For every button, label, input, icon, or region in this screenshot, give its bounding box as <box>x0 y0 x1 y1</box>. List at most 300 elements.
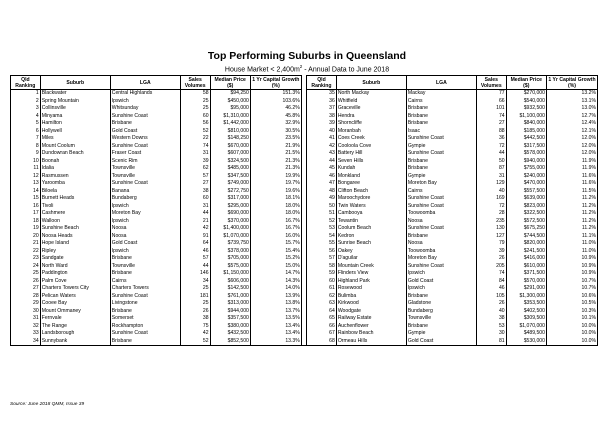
cell-lga: Bundaberg <box>110 195 180 203</box>
cell-rank: 19 <box>11 225 41 233</box>
table-row <box>11 203 598 211</box>
cell-growth: 11.5% <box>546 188 597 196</box>
cell-rank: 8 <box>11 143 41 151</box>
cell-growth: 13.9% <box>250 293 301 301</box>
table-row <box>11 98 598 106</box>
cell-price: $353,500 <box>506 300 546 308</box>
cell-growth: 10.3% <box>546 308 597 316</box>
cell-suburb: D'aguilar <box>336 255 406 263</box>
cell-rank: 18 <box>11 218 41 226</box>
cell-rank: 1 <box>11 90 41 98</box>
cell-sales: 27 <box>476 120 506 128</box>
cell-lga: Sunshine Coast <box>406 225 476 233</box>
cell-lga: Townsville <box>406 315 476 323</box>
cell-suburb: Graceville <box>336 105 406 113</box>
cell-price: $578,000 <box>506 150 546 158</box>
cell-growth: 11.6% <box>546 180 597 188</box>
cell-price: $378,000 <box>210 248 250 256</box>
cell-price: $1,400,000 <box>210 225 250 233</box>
cell-lga: Sunshine Coast <box>406 195 476 203</box>
cell-lga: Gold Coast <box>406 338 476 346</box>
cell-rank: 43 <box>307 150 337 158</box>
cell-rank: 37 <box>307 105 337 113</box>
cell-sales: 31 <box>476 173 506 181</box>
cell-price: $840,000 <box>506 120 546 128</box>
page-title: Top Performing Suburbs in Queensland <box>207 50 407 62</box>
cell-lga: Gold Coast <box>110 128 180 136</box>
cell-price: $575,000 <box>210 263 250 271</box>
cell-sales: 40 <box>476 308 506 316</box>
cell-price: $823,000 <box>506 203 546 211</box>
cell-growth: 18.0% <box>250 203 301 211</box>
cell-suburb: Cashmere <box>40 210 110 218</box>
cell-growth: 10.0% <box>546 330 597 338</box>
cell-lga: Townsville <box>110 173 180 181</box>
cell-sales: 40 <box>476 188 506 196</box>
cell-suburb: Railway Estate <box>336 315 406 323</box>
cell-rank: 25 <box>11 270 41 278</box>
table-row <box>11 270 598 278</box>
cell-price: $820,000 <box>506 240 546 248</box>
cell-lga: Ipswich <box>110 248 180 256</box>
cell-rank: 33 <box>11 330 41 338</box>
cell-sales: 91 <box>180 233 210 241</box>
cell-suburb: Twin Waters <box>336 203 406 211</box>
cell-price: $470,000 <box>506 180 546 188</box>
cell-suburb: Cooee Bay <box>40 300 110 308</box>
cell-price: $810,000 <box>210 128 250 136</box>
cell-price: $402,500 <box>506 308 546 316</box>
cell-growth: 21.9% <box>250 143 301 151</box>
table-row <box>11 165 598 173</box>
cell-sales: 38 <box>180 315 210 323</box>
cell-suburb: Sunrise Beach <box>336 240 406 248</box>
cell-growth: 12.0% <box>546 135 597 143</box>
cell-rank: 34 <box>11 338 41 346</box>
cell-lga: Noosa <box>406 240 476 248</box>
cell-growth: 14.7% <box>250 270 301 278</box>
cell-lga: Sunshine Coast <box>110 330 180 338</box>
cell-lga: Sunshine Coast <box>406 263 476 271</box>
cell-growth: 12.0% <box>546 150 597 158</box>
cell-sales: 53 <box>476 323 506 331</box>
table-row <box>11 105 598 113</box>
cell-rank: 44 <box>307 158 337 166</box>
cell-suburb: Kirkwood <box>336 300 406 308</box>
table-row <box>11 180 598 188</box>
cell-price: $317,000 <box>210 195 250 203</box>
header-lga-right: LGA <box>406 76 476 90</box>
cell-price: $272,750 <box>210 188 250 196</box>
cell-price: $670,000 <box>210 143 250 151</box>
cell-sales: 46 <box>180 248 210 256</box>
cell-growth: 16.0% <box>250 233 301 241</box>
cell-suburb: Monkland <box>336 173 406 181</box>
cell-suburb: Highland Park <box>336 278 406 286</box>
cell-growth: 19.9% <box>250 173 301 181</box>
cell-price: $944,000 <box>210 308 250 316</box>
cell-lga: Charters Towers <box>110 285 180 293</box>
cell-rank: 54 <box>307 233 337 241</box>
cell-lga: Sunshine Coast <box>110 113 180 121</box>
subtitle-suffix: - Annual Data to June 2018 <box>302 66 390 74</box>
table-row <box>11 135 598 143</box>
header-price-left: Median Price ($) <box>210 76 250 90</box>
cell-price: $540,000 <box>506 98 546 106</box>
cell-price: $309,500 <box>506 315 546 323</box>
header-lga-left: LGA <box>110 76 180 90</box>
cell-growth: 11.2% <box>546 210 597 218</box>
cell-lga: Brisbane <box>406 293 476 301</box>
cell-lga: Ipswich <box>110 98 180 106</box>
cell-price: $416,000 <box>506 255 546 263</box>
cell-rank: 56 <box>307 248 337 256</box>
cell-growth: 30.5% <box>250 128 301 136</box>
cell-price: $932,500 <box>506 105 546 113</box>
cell-price: $1,310,000 <box>210 113 250 121</box>
cell-rank: 39 <box>307 120 337 128</box>
cell-rank: 41 <box>307 135 337 143</box>
cell-lga: Noosa <box>406 218 476 226</box>
cell-rank: 27 <box>11 285 41 293</box>
table-row <box>11 285 598 293</box>
cell-growth: 10.9% <box>546 255 597 263</box>
table-body <box>11 90 598 346</box>
cell-suburb: Seven Hills <box>336 158 406 166</box>
cell-suburb: Tivoli <box>40 203 110 211</box>
cell-price: $142,500 <box>210 285 250 293</box>
cell-sales: 44 <box>476 150 506 158</box>
cell-suburb: Battery Hill <box>336 150 406 158</box>
cell-suburb: Minyama <box>40 113 110 121</box>
cell-price: $291,000 <box>506 285 546 293</box>
cell-sales: 169 <box>476 195 506 203</box>
table-row <box>11 233 598 241</box>
cell-lga: Townsville <box>110 263 180 271</box>
cell-suburb: Clifton Beach <box>336 188 406 196</box>
cell-price: $530,000 <box>506 338 546 346</box>
cell-suburb: Cooloola Cove <box>336 143 406 151</box>
cell-price: $639,000 <box>506 195 546 203</box>
cell-price: $1,100,000 <box>506 113 546 121</box>
table-row <box>11 323 598 331</box>
cell-growth: 13.4% <box>250 330 301 338</box>
cell-growth: 10.0% <box>546 338 597 346</box>
cell-sales: 27 <box>180 180 210 188</box>
cell-rank: 5 <box>11 120 41 128</box>
cell-growth: 15.4% <box>250 248 301 256</box>
cell-lga: Whitsunday <box>110 105 180 113</box>
cell-growth: 14.3% <box>250 278 301 286</box>
cell-price: $690,000 <box>210 210 250 218</box>
cell-rank: 51 <box>307 210 337 218</box>
cell-growth: 15.2% <box>250 255 301 263</box>
cell-price: $241,500 <box>506 248 546 256</box>
cell-price: $148,250 <box>210 135 250 143</box>
subtitle-superscript: 2 <box>299 64 303 69</box>
cell-growth: 12.0% <box>546 143 597 151</box>
cell-rank: 30 <box>11 308 41 316</box>
cell-growth: 21.3% <box>250 158 301 166</box>
cell-lga: Ipswich <box>110 218 180 226</box>
cell-lga: Sunshine Coast <box>406 150 476 158</box>
cell-sales: 79 <box>476 240 506 248</box>
cell-growth: 15.0% <box>250 263 301 271</box>
header-rank-right: Qld Ranking <box>307 76 337 90</box>
cell-rank: 68 <box>307 338 337 346</box>
cell-sales: 60 <box>180 195 210 203</box>
cell-price: $570,000 <box>506 278 546 286</box>
cell-lga: Banana <box>110 188 180 196</box>
cell-lga: Brisbane <box>110 270 180 278</box>
cell-lga: Brisbane <box>110 338 180 346</box>
cell-lga: Western Downs <box>110 135 180 143</box>
cell-sales: 75 <box>180 323 210 331</box>
cell-lga: Sunshine Coast <box>110 293 180 301</box>
cell-sales: 52 <box>180 338 210 346</box>
cell-lga: Rockhampton <box>110 323 180 331</box>
cell-price: $95,000 <box>210 105 250 113</box>
cell-price: $610,000 <box>506 263 546 271</box>
cell-price: $185,000 <box>506 128 546 136</box>
cell-rank: 55 <box>307 240 337 248</box>
cell-sales: 130 <box>476 225 506 233</box>
cell-lga: Brisbane <box>110 120 180 128</box>
table-row <box>11 113 598 121</box>
cell-lga: Moreton Bay <box>406 255 476 263</box>
cell-price: $240,000 <box>506 173 546 181</box>
table-row <box>11 143 598 151</box>
cell-sales: 84 <box>476 278 506 286</box>
cell-rank: 11 <box>11 165 41 173</box>
table-row <box>11 173 598 181</box>
cell-growth: 11.9% <box>546 165 597 173</box>
cell-growth: 15.7% <box>250 240 301 248</box>
cell-growth: 21.3% <box>250 165 301 173</box>
cell-price: $755,000 <box>506 165 546 173</box>
cell-sales: 28 <box>476 210 506 218</box>
cell-lga: Townsville <box>110 165 180 173</box>
cell-growth: 19.6% <box>250 188 301 196</box>
cell-rank: 35 <box>307 90 337 98</box>
cell-growth: 18.1% <box>250 195 301 203</box>
cell-rank: 2 <box>11 98 41 106</box>
cell-sales: 88 <box>476 128 506 136</box>
cell-sales: 74 <box>476 113 506 121</box>
cell-price: $270,000 <box>506 90 546 98</box>
cell-suburb: Collinsville <box>40 105 110 113</box>
cell-rank: 31 <box>11 315 41 323</box>
cell-suburb: Rainbow Beach <box>336 330 406 338</box>
cell-sales: 57 <box>180 255 210 263</box>
cell-sales: 38 <box>180 188 210 196</box>
cell-lga: Gladstone <box>406 300 476 308</box>
table-row <box>11 90 598 98</box>
cell-sales: 235 <box>476 218 506 226</box>
cell-lga: Brisbane <box>406 323 476 331</box>
cell-price: $675,250 <box>506 225 546 233</box>
cell-price: $450,000 <box>210 98 250 106</box>
cell-price: $852,500 <box>210 338 250 346</box>
cell-sales: 146 <box>180 270 210 278</box>
cell-suburb: Ormeau Hills <box>336 338 406 346</box>
cell-suburb: Charters Towers City <box>40 285 110 293</box>
header-row <box>11 76 598 90</box>
cell-rank: 63 <box>307 300 337 308</box>
cell-rank: 58 <box>307 263 337 271</box>
cell-rank: 61 <box>307 285 337 293</box>
cell-rank: 60 <box>307 278 337 286</box>
cell-suburb: Yaroomba <box>40 180 110 188</box>
cell-price: $489,500 <box>506 330 546 338</box>
cell-suburb: Kedron <box>336 233 406 241</box>
cell-suburb: Fernvale <box>40 315 110 323</box>
cell-lga: Fraser Coast <box>110 150 180 158</box>
cell-suburb: North Ward <box>40 263 110 271</box>
cell-rank: 57 <box>307 255 337 263</box>
cell-rank: 65 <box>307 315 337 323</box>
cell-price: $322,500 <box>506 210 546 218</box>
cell-price: $1,300,000 <box>506 293 546 301</box>
cell-lga: Gold Coast <box>406 278 476 286</box>
cell-price: $295,000 <box>210 203 250 211</box>
cell-growth: 10.7% <box>546 285 597 293</box>
table-row <box>11 308 598 316</box>
cell-growth: 13.5% <box>250 315 301 323</box>
cell-price: $705,000 <box>210 255 250 263</box>
cell-lga: Cairns <box>406 98 476 106</box>
cell-suburb: Spring Mountain <box>40 98 110 106</box>
cell-rank: 50 <box>307 203 337 211</box>
cell-suburb: Flinders View <box>336 270 406 278</box>
cell-growth: 19.7% <box>250 180 301 188</box>
cell-growth: 11.9% <box>546 158 597 166</box>
cell-rank: 66 <box>307 323 337 331</box>
table-row <box>11 240 598 248</box>
cell-price: $347,500 <box>210 173 250 181</box>
cell-rank: 38 <box>307 113 337 121</box>
cell-suburb: Whitfield <box>336 98 406 106</box>
cell-rank: 36 <box>307 98 337 106</box>
cell-suburb: Coes Creek <box>336 135 406 143</box>
cell-suburb: Hamilton <box>40 120 110 128</box>
cell-price: $432,500 <box>210 330 250 338</box>
cell-growth: 13.3% <box>250 338 301 346</box>
cell-lga: Sunshine Coast <box>110 180 180 188</box>
cell-rank: 20 <box>11 233 41 241</box>
cell-growth: 16.7% <box>250 225 301 233</box>
cell-growth: 11.2% <box>546 195 597 203</box>
header-rank-left: Qld Ranking <box>11 76 41 90</box>
cell-rank: 13 <box>11 180 41 188</box>
cell-lga: Noosa <box>110 233 180 241</box>
cell-suburb: Mount Coolum <box>40 143 110 151</box>
cell-price: $1,150,000 <box>210 270 250 278</box>
cell-sales: 39 <box>476 248 506 256</box>
cell-suburb: Rosewood <box>336 285 406 293</box>
cell-suburb: Palm Cove <box>40 278 110 286</box>
cell-lga: Brisbane <box>110 255 180 263</box>
cell-lga: Sunshine Coast <box>110 143 180 151</box>
table-row <box>11 195 598 203</box>
cell-lga: Toowoomba <box>406 248 476 256</box>
cell-lga: Mackay <box>406 90 476 98</box>
cell-sales: 129 <box>476 180 506 188</box>
cell-lga: Noosa <box>110 225 180 233</box>
cell-growth: 21.5% <box>250 150 301 158</box>
cell-suburb: Noosa Heads <box>40 233 110 241</box>
cell-rank: 3 <box>11 105 41 113</box>
suburbs-table <box>10 75 598 346</box>
cell-suburb: Mountain Creek <box>336 263 406 271</box>
cell-sales: 44 <box>180 263 210 271</box>
cell-sales: 72 <box>476 203 506 211</box>
cell-price: $940,000 <box>506 158 546 166</box>
cell-rank: 40 <box>307 128 337 136</box>
cell-growth: 32.9% <box>250 120 301 128</box>
cell-price: $442,500 <box>506 135 546 143</box>
cell-sales: 42 <box>180 330 210 338</box>
table-row <box>11 120 598 128</box>
cell-lga: Livingstone <box>110 300 180 308</box>
cell-rank: 48 <box>307 188 337 196</box>
cell-price: $744,500 <box>506 233 546 241</box>
cell-lga: Brisbane <box>406 105 476 113</box>
cell-rank: 28 <box>11 293 41 301</box>
cell-price: $370,000 <box>210 218 250 226</box>
cell-price: $606,000 <box>210 278 250 286</box>
cell-lga: Brisbane <box>406 233 476 241</box>
cell-rank: 9 <box>11 150 41 158</box>
cell-lga: Bundaberg <box>406 308 476 316</box>
cell-suburb: Maroochydore <box>336 195 406 203</box>
cell-suburb: Oakey <box>336 248 406 256</box>
cell-lga: Somerset <box>110 315 180 323</box>
cell-growth: 13.4% <box>250 323 301 331</box>
cell-price: $357,500 <box>210 315 250 323</box>
cell-sales: 87 <box>476 165 506 173</box>
cell-suburb: Boonah <box>40 158 110 166</box>
cell-rank: 6 <box>11 128 41 136</box>
table-row <box>11 263 598 271</box>
cell-suburb: Kundah <box>336 165 406 173</box>
cell-price: $1,442,000 <box>210 120 250 128</box>
cell-lga: Brisbane <box>406 158 476 166</box>
cell-growth: 12.4% <box>546 120 597 128</box>
cell-rank: 23 <box>11 255 41 263</box>
cell-suburb: Pelican Waters <box>40 293 110 301</box>
cell-growth: 10.6% <box>546 293 597 301</box>
cell-growth: 13.8% <box>250 300 301 308</box>
cell-suburb: Blackwater <box>40 90 110 98</box>
source-note: Source: June 2018 QMM, Issue 39 <box>10 402 85 407</box>
cell-growth: 10.1% <box>546 315 597 323</box>
cell-sales: 52 <box>180 128 210 136</box>
header-suburb-right: Suburb <box>336 76 406 90</box>
cell-lga: Brisbane <box>406 113 476 121</box>
cell-price: $380,000 <box>210 323 250 331</box>
cell-rank: 29 <box>11 300 41 308</box>
cell-rank: 26 <box>11 278 41 286</box>
cell-sales: 57 <box>180 173 210 181</box>
cell-rank: 16 <box>11 203 41 211</box>
cell-growth: 12.7% <box>546 113 597 121</box>
cell-price: $749,000 <box>210 180 250 188</box>
cell-suburb: Sunnybank <box>40 338 110 346</box>
cell-price: $557,500 <box>506 188 546 196</box>
page-subtitle <box>0 64 614 73</box>
cell-sales: 31 <box>180 150 210 158</box>
